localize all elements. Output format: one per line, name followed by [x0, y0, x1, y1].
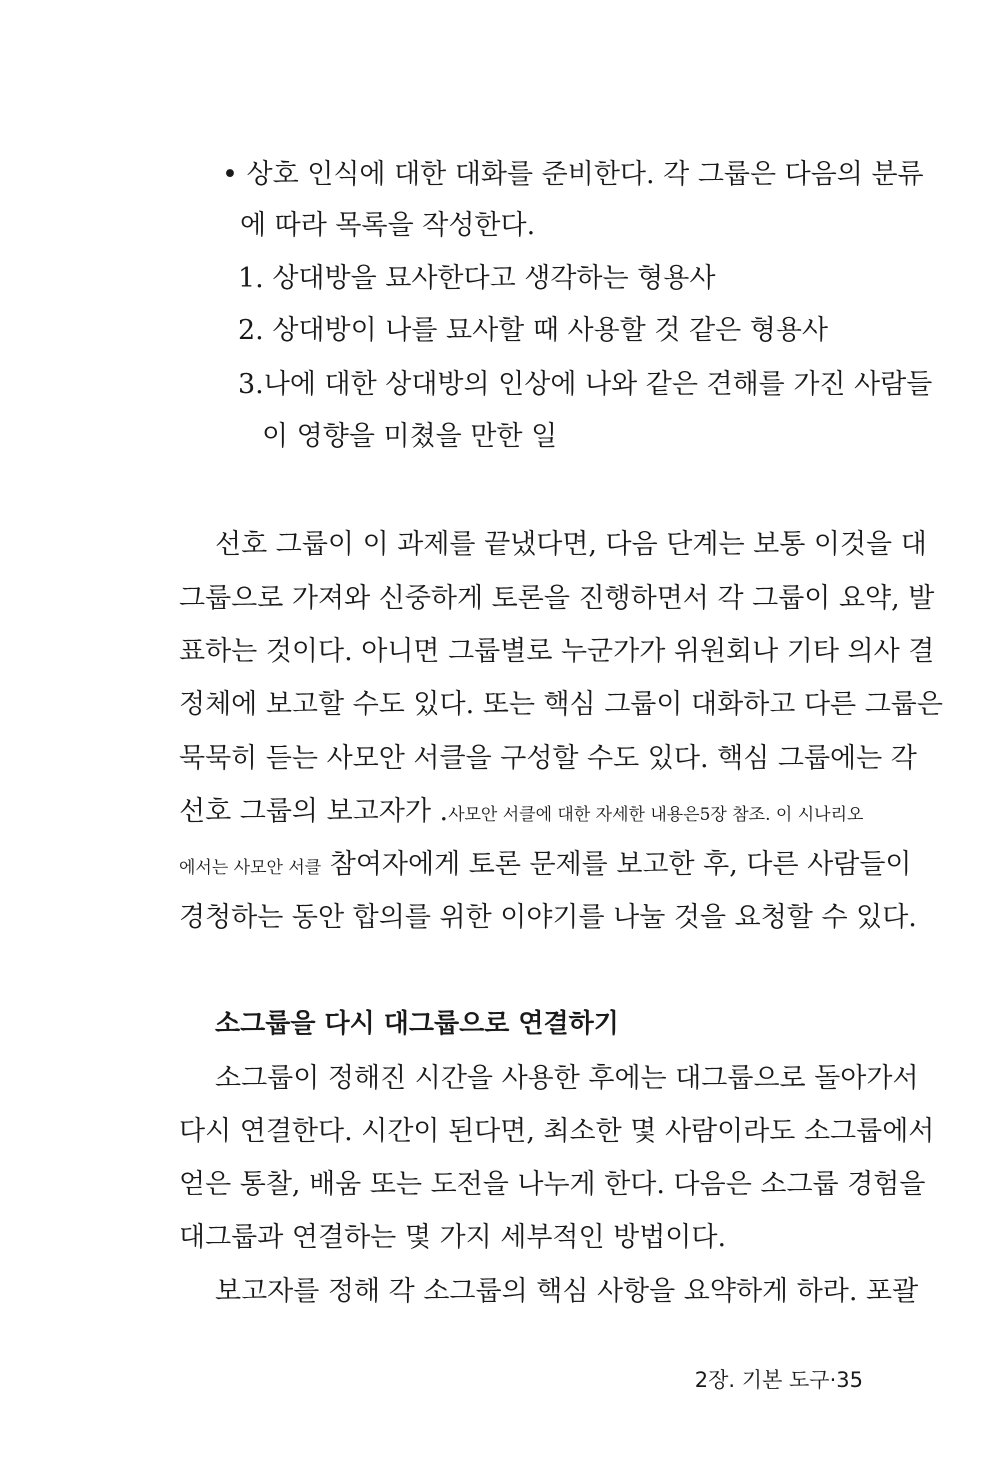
- bullet-line-1: • 상호 인식에 대한 대화를 준비한다. 각 그룹은 다음의 분류: [222, 159, 924, 190]
- page-footer: 2장. 기본 도구·35: [694, 1368, 863, 1392]
- list-item-2: 2. 상대방이 나를 묘사할 때 사용할 것 같은 형용사: [238, 315, 828, 346]
- section-heading: 소그룹을 다시 대그룹으로 연결하기: [215, 1009, 619, 1039]
- paragraph-1-line-3: 표하는 것이다. 아니면 그룹별로 누군가가 위원회나 기타 의사 결: [179, 636, 935, 667]
- paragraph-2-line-4: 대그룹과 연결하는 몇 가지 세부적인 방법이다.: [179, 1222, 727, 1253]
- paragraph-1-line-6-small: 사모안 서클에 대한 자세한 내용은5장 참조. 이 시나리오: [448, 805, 864, 825]
- paragraph-2-line-1: 소그룹이 정해진 시간을 사용한 후에는 대그룹으로 돌아가서: [215, 1063, 919, 1094]
- paragraph-1-line-6-main: 선호 그룹의 보고자가 .: [179, 796, 449, 827]
- paragraph-1-line-7-small: 에서는 사모안 서클: [179, 858, 322, 878]
- list-item-1: 1. 상대방을 묘사한다고 생각하는 형용사: [238, 263, 716, 294]
- paragraph-1-line-4: 정체에 보고할 수도 있다. 또는 핵심 그룹이 대화하고 다른 그룹은: [179, 689, 943, 720]
- paragraph-2-line-3: 얻은 통찰, 배움 또는 도전을 나누게 한다. 다음은 소그룹 경험을: [179, 1169, 926, 1200]
- paragraph-1-line-6: [179, 789, 863, 828]
- bullet-line-2: 에 따라 목록을 작성한다.: [240, 210, 536, 241]
- paragraph-3-line-1: 보고자를 정해 각 소그룹의 핵심 사항을 요약하게 하라. 포괄: [215, 1276, 919, 1307]
- paragraph-2-line-2: 다시 연결한다. 시간이 된다면, 최소한 몇 사람이라도 소그룹에서: [179, 1116, 935, 1147]
- paragraph-1-line-7-main: 참여자에게 토론 문제를 보고한 후, 다른 사람들이: [321, 849, 912, 880]
- list-item-3: 3.나에 대한 상대방의 인상에 나와 같은 견해를 가진 사람들: [238, 369, 933, 400]
- paragraph-1-line-1: 선호 그룹이 이 과제를 끝냈다면, 다음 단계는 보통 이것을 대: [215, 529, 927, 560]
- list-item-3-continued: 이 영향을 미쳤을 만한 일: [262, 421, 558, 452]
- paragraph-1-line-7: [179, 842, 912, 881]
- paragraph-1-line-2: 그룹으로 가져와 신중하게 토론을 진행하면서 각 그룹이 요약, 발: [179, 583, 935, 614]
- paragraph-1-line-5: 묵묵히 듣는 사모안 서클을 구성할 수도 있다. 핵심 그룹에는 각: [179, 743, 917, 774]
- paragraph-1-line-8: 경청하는 동안 합의를 위한 이야기를 나눌 것을 요청할 수 있다.: [179, 902, 917, 933]
